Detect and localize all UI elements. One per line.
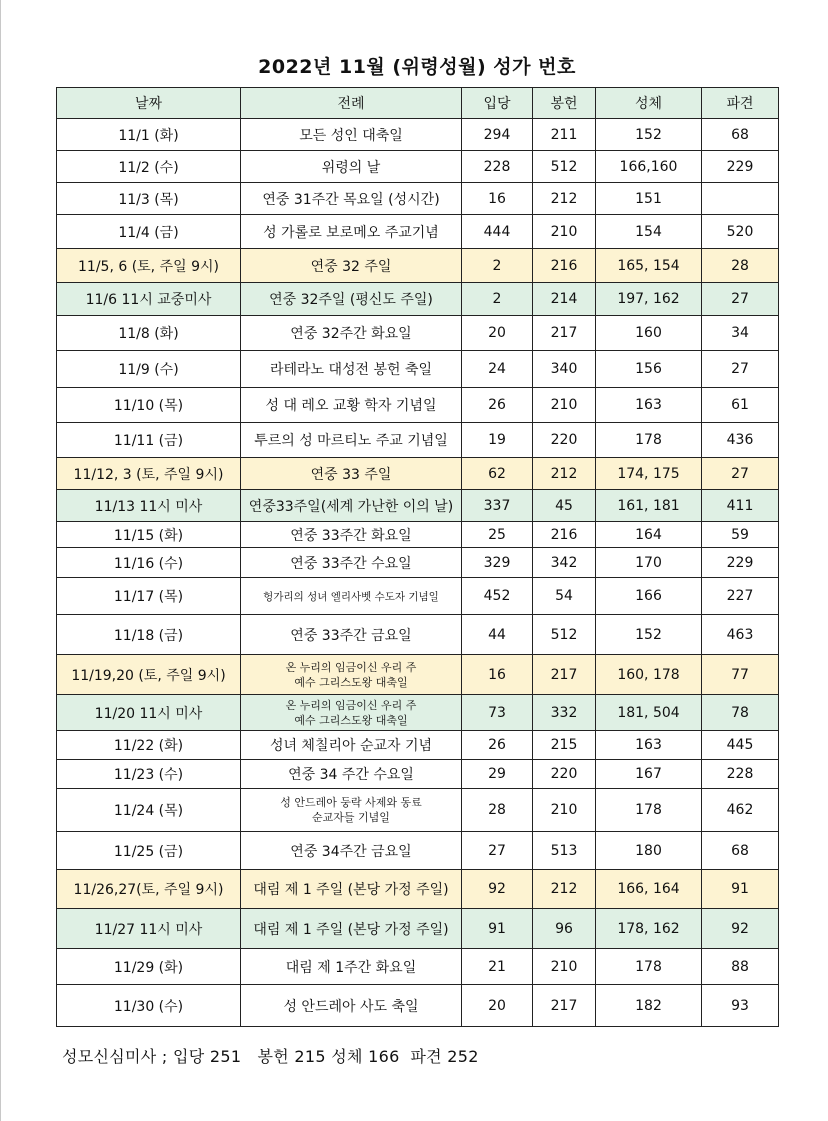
cell-dismissal: 229	[702, 151, 779, 183]
cell-entrance: 27	[462, 832, 533, 870]
cell-liturgy: 연중 33 주일	[241, 458, 462, 490]
cell-date: 11/26,27(토, 주일 9시)	[57, 870, 241, 909]
cell-liturgy: 연중 33주간 수요일	[241, 548, 462, 578]
cell-offertory: 340	[533, 351, 596, 388]
cell-date: 11/23 (수)	[57, 760, 241, 789]
cell-communion: 174, 175	[596, 458, 702, 490]
cell-offertory: 342	[533, 548, 596, 578]
cell-dismissal: 229	[702, 548, 779, 578]
cell-dismissal: 445	[702, 731, 779, 760]
cell-entrance: 329	[462, 548, 533, 578]
table-row	[57, 119, 779, 151]
cell-offertory: 214	[533, 283, 596, 316]
cell-liturgy: 연중 32 주일	[241, 249, 462, 283]
table-row	[57, 388, 779, 423]
cell-offertory: 210	[533, 949, 596, 985]
cell-dismissal: 77	[702, 655, 779, 695]
footer-label: 성모신심미사 ;	[62, 1047, 173, 1066]
cell-dismissal: 411	[702, 490, 779, 522]
cell-offertory: 332	[533, 695, 596, 731]
table-row	[57, 655, 779, 695]
cell-liturgy: 투르의 성 마르티노 주교 기념일	[241, 423, 462, 458]
table-row	[57, 183, 779, 215]
cell-date: 11/30 (수)	[57, 985, 241, 1027]
cell-offertory: 210	[533, 388, 596, 423]
cell-dismissal	[702, 183, 779, 215]
cell-offertory: 212	[533, 870, 596, 909]
table-row	[57, 731, 779, 760]
cell-communion: 163	[596, 731, 702, 760]
cell-date: 11/8 (화)	[57, 316, 241, 351]
cell-date: 11/5, 6 (토, 주일 9시)	[57, 249, 241, 283]
liturgy-line: 예수 그리스도왕 대축일	[294, 675, 408, 689]
cell-date: 11/1 (화)	[57, 119, 241, 151]
cell-communion: 152	[596, 119, 702, 151]
cell-dismissal: 28	[702, 249, 779, 283]
cell-offertory: 217	[533, 316, 596, 351]
cell-communion: 167	[596, 760, 702, 789]
liturgy-line: 온 누리의 임금이신 우리 주	[285, 660, 417, 674]
cell-liturgy: 위령의 날	[241, 151, 462, 183]
table-row	[57, 522, 779, 548]
table-row	[57, 832, 779, 870]
cell-liturgy: 연중 33주간 화요일	[241, 522, 462, 548]
cell-offertory: 212	[533, 183, 596, 215]
table-row	[57, 215, 779, 249]
cell-offertory: 217	[533, 655, 596, 695]
cell-communion: 197, 162	[596, 283, 702, 316]
cell-offertory: 216	[533, 249, 596, 283]
table-row	[57, 490, 779, 522]
cell-date: 11/24 (목)	[57, 789, 241, 832]
cell-dismissal: 27	[702, 458, 779, 490]
cell-communion: 161, 181	[596, 490, 702, 522]
cell-communion: 152	[596, 615, 702, 655]
cell-date: 11/10 (목)	[57, 388, 241, 423]
cell-date: 11/13 11시 미사	[57, 490, 241, 522]
cell-communion: 178	[596, 789, 702, 832]
cell-entrance: 62	[462, 458, 533, 490]
cell-offertory: 215	[533, 731, 596, 760]
hymn-schedule-table	[56, 87, 779, 1027]
cell-entrance: 91	[462, 909, 533, 949]
cell-date: 11/12, 3 (토, 주일 9시)	[57, 458, 241, 490]
cell-communion: 180	[596, 832, 702, 870]
cell-offertory: 512	[533, 615, 596, 655]
cell-entrance: 24	[462, 351, 533, 388]
header-dismissal: 파견	[702, 88, 779, 119]
cell-offertory: 220	[533, 423, 596, 458]
cell-dismissal: 68	[702, 832, 779, 870]
cell-offertory: 212	[533, 458, 596, 490]
table-row	[57, 789, 779, 832]
table-body	[57, 119, 779, 1027]
cell-offertory: 210	[533, 215, 596, 249]
cell-dismissal: 78	[702, 695, 779, 731]
cell-offertory: 513	[533, 832, 596, 870]
cell-communion: 166, 164	[596, 870, 702, 909]
cell-entrance: 25	[462, 522, 533, 548]
cell-entrance: 20	[462, 985, 533, 1027]
cell-liturgy: 성녀 체칠리아 순교자 기념	[241, 731, 462, 760]
cell-entrance: 16	[462, 655, 533, 695]
cell-communion: 166,160	[596, 151, 702, 183]
cell-entrance: 19	[462, 423, 533, 458]
cell-offertory: 210	[533, 789, 596, 832]
cell-communion: 154	[596, 215, 702, 249]
cell-dismissal: 34	[702, 316, 779, 351]
cell-date: 11/6 11시 교중미사	[57, 283, 241, 316]
footer-note	[62, 1044, 479, 1067]
cell-date: 11/2 (수)	[57, 151, 241, 183]
cell-offertory: 96	[533, 909, 596, 949]
cell-entrance: 337	[462, 490, 533, 522]
cell-date: 11/18 (금)	[57, 615, 241, 655]
cell-dismissal: 88	[702, 949, 779, 985]
cell-date: 11/11 (금)	[57, 423, 241, 458]
cell-communion: 156	[596, 351, 702, 388]
footer-communion: 성체 166	[331, 1047, 400, 1066]
liturgy-line: 온 누리의 임금이신 우리 주	[285, 698, 417, 712]
table-row	[57, 909, 779, 949]
cell-dismissal: 520	[702, 215, 779, 249]
cell-entrance: 294	[462, 119, 533, 151]
table-row	[57, 316, 779, 351]
cell-liturgy: 연중 32주간 화요일	[241, 316, 462, 351]
cell-offertory: 211	[533, 119, 596, 151]
cell-dismissal: 463	[702, 615, 779, 655]
footer-offertory: 봉헌 215	[257, 1047, 326, 1066]
cell-dismissal: 462	[702, 789, 779, 832]
cell-liturgy: 헝가리의 성녀 엘리사벳 수도자 기념일	[241, 578, 462, 615]
cell-communion: 166	[596, 578, 702, 615]
cell-dismissal: 93	[702, 985, 779, 1027]
cell-date: 11/9 (수)	[57, 351, 241, 388]
table-row	[57, 548, 779, 578]
cell-entrance: 73	[462, 695, 533, 731]
cell-liturgy: 연중 32주일 (평신도 주일)	[241, 283, 462, 316]
cell-dismissal: 227	[702, 578, 779, 615]
document-title: 2022년 11월 (위령성월) 성가 번호	[258, 56, 576, 78]
cell-communion: 178	[596, 949, 702, 985]
cell-date: 11/17 (목)	[57, 578, 241, 615]
cell-communion: 160	[596, 316, 702, 351]
cell-communion: 170	[596, 548, 702, 578]
cell-date: 11/25 (금)	[57, 832, 241, 870]
cell-liturgy: 대림 제 1주간 화요일	[241, 949, 462, 985]
table-row	[57, 458, 779, 490]
cell-dismissal: 92	[702, 909, 779, 949]
cell-dismissal: 68	[702, 119, 779, 151]
cell-liturgy: 라테라노 대성전 봉헌 축일	[241, 351, 462, 388]
table-row	[57, 695, 779, 731]
table-row	[57, 615, 779, 655]
cell-date: 11/15 (화)	[57, 522, 241, 548]
table-row	[57, 870, 779, 909]
cell-date: 11/20 11시 미사	[57, 695, 241, 731]
cell-date: 11/22 (화)	[57, 731, 241, 760]
cell-communion: 181, 504	[596, 695, 702, 731]
cell-dismissal: 27	[702, 351, 779, 388]
cell-entrance: 20	[462, 316, 533, 351]
header-date: 날짜	[57, 88, 241, 119]
cell-entrance: 28	[462, 789, 533, 832]
cell-liturgy: 연중33주일(세계 가난한 이의 날)	[241, 490, 462, 522]
cell-communion: 178, 162	[596, 909, 702, 949]
table-row	[57, 283, 779, 316]
cell-entrance: 444	[462, 215, 533, 249]
table-row	[57, 151, 779, 183]
cell-dismissal: 91	[702, 870, 779, 909]
cell-liturgy: 성 대 레오 교황 학자 기념일	[241, 388, 462, 423]
cell-date: 11/16 (수)	[57, 548, 241, 578]
header-offertory: 봉헌	[533, 88, 596, 119]
cell-offertory: 217	[533, 985, 596, 1027]
cell-liturgy: 연중 34 주간 수요일	[241, 760, 462, 789]
header-liturgy: 전례	[241, 88, 462, 119]
cell-offertory: 45	[533, 490, 596, 522]
cell-dismissal: 61	[702, 388, 779, 423]
table-row	[57, 578, 779, 615]
table-row	[57, 351, 779, 388]
cell-entrance: 2	[462, 283, 533, 316]
cell-entrance: 92	[462, 870, 533, 909]
table-row	[57, 760, 779, 789]
header-communion: 성체	[596, 88, 702, 119]
cell-entrance: 21	[462, 949, 533, 985]
liturgy-line: 예수 그리스도왕 대축일	[294, 713, 408, 727]
cell-entrance: 44	[462, 615, 533, 655]
liturgy-line: 성 안드레아 둥락 사제와 동료	[280, 796, 422, 809]
table-row	[57, 985, 779, 1027]
liturgy-line: 순교자들 기념일	[312, 811, 390, 824]
cell-liturgy	[241, 695, 462, 731]
cell-date: 11/3 (목)	[57, 183, 241, 215]
cell-entrance: 228	[462, 151, 533, 183]
cell-liturgy: 모든 성인 대축일	[241, 119, 462, 151]
cell-liturgy: 연중 34주간 금요일	[241, 832, 462, 870]
cell-dismissal: 436	[702, 423, 779, 458]
cell-communion: 178	[596, 423, 702, 458]
cell-liturgy: 대림 제 1 주일 (본당 가정 주일)	[241, 870, 462, 909]
footer-entrance: 입당 251	[173, 1047, 242, 1066]
cell-dismissal: 59	[702, 522, 779, 548]
cell-communion: 182	[596, 985, 702, 1027]
cell-entrance: 16	[462, 183, 533, 215]
cell-date: 11/29 (화)	[57, 949, 241, 985]
cell-date: 11/19,20 (토, 주일 9시)	[57, 655, 241, 695]
cell-date: 11/27 11시 미사	[57, 909, 241, 949]
cell-liturgy: 성 안드레아 사도 축일	[241, 985, 462, 1027]
footer-dismissal: 파견 252	[410, 1047, 479, 1066]
cell-offertory: 220	[533, 760, 596, 789]
page-edge	[0, 0, 1, 1121]
cell-liturgy: 연중 31주간 목요일 (성시간)	[241, 183, 462, 215]
header-entrance: 입당	[462, 88, 533, 119]
cell-liturgy: 대림 제 1 주일 (본당 가정 주일)	[241, 909, 462, 949]
cell-liturgy	[241, 655, 462, 695]
table-row	[57, 249, 779, 283]
cell-communion: 163	[596, 388, 702, 423]
table-header-row	[57, 88, 779, 119]
cell-offertory: 216	[533, 522, 596, 548]
cell-entrance: 452	[462, 578, 533, 615]
cell-liturgy: 성 가롤로 보로메오 주교기념	[241, 215, 462, 249]
table-row	[57, 423, 779, 458]
cell-communion: 151	[596, 183, 702, 215]
cell-entrance: 2	[462, 249, 533, 283]
cell-dismissal: 228	[702, 760, 779, 789]
cell-liturgy: 연중 33주간 금요일	[241, 615, 462, 655]
cell-entrance: 26	[462, 731, 533, 760]
table-row	[57, 949, 779, 985]
cell-communion: 165, 154	[596, 249, 702, 283]
cell-entrance: 29	[462, 760, 533, 789]
cell-offertory: 54	[533, 578, 596, 615]
cell-dismissal: 27	[702, 283, 779, 316]
cell-entrance: 26	[462, 388, 533, 423]
cell-communion: 164	[596, 522, 702, 548]
cell-liturgy	[241, 789, 462, 832]
cell-date: 11/4 (금)	[57, 215, 241, 249]
cell-communion: 160, 178	[596, 655, 702, 695]
cell-offertory: 512	[533, 151, 596, 183]
